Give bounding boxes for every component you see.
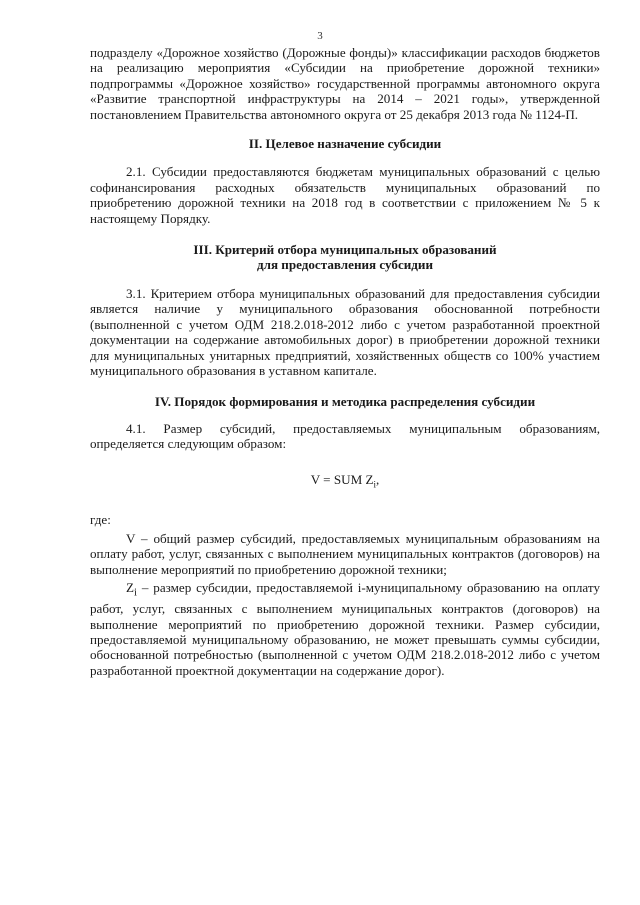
- formula-main: V = SUM Z: [310, 471, 374, 487]
- variable-v-definition: V – общий размер субсидий, предоставляемых муниципальным образованиям на оплату работ, услуг, связанных с выполнением муниципальных контрактов (договоров) на выполнение мероприятий по приобретению дорожной техники;: [90, 530, 600, 577]
- formula-subscript: i: [373, 479, 377, 490]
- section-4-heading: IV. Порядок формирования и методика распределения субсидии: [154, 394, 536, 410]
- section-4-paragraph: 4.1. Размер субсидий, предоставляемых муниципальным образованиям, определяется следующим образом:: [90, 420, 600, 452]
- variable-zi-subscript: i: [134, 586, 138, 599]
- section-3-heading: [90, 242, 600, 273]
- document-body: [90, 45, 600, 678]
- where-label: где:: [90, 511, 111, 527]
- variable-zi-text: – размер субсидии, предоставляемой i-муниципальному образованию на оплату работ, услуг, связанных с выполнением муниципальных контрактов (договоров) на выполнение мероприятий по приобретению дорожной техники. Размер субсидии, предоставляемой муниципальному образованию, не может превышать суммы субсидии, обоснованной потребностью (выполненной с учетом ОДМ 218.2.018-2012 либо с учетом разработанной проектной документации на содержание дорог).: [90, 580, 600, 678]
- intro-paragraph: подразделу «Дорожное хозяйство (Дорожные фонды)» классификации расходов бюджетов на реализацию мероприятия «Субсидии на приобретение дорожной техники» подпрограммы «Дорожное хозяйство» государственной программы автономного округа «Развитие транспортной инфраструктуры на 2014 – 2021 годы», утвержденной постановлением Правительства автономного округа от 25 декабря 2013 года № 1124-П.: [90, 45, 600, 122]
- variable-zi-definition: [90, 580, 600, 678]
- variable-zi-symbol: Z: [126, 580, 134, 596]
- section-3-heading-line-1: III. Критерий отбора муниципальных образований: [193, 242, 497, 258]
- section-3-heading-line-2: для предоставления субсидии: [256, 257, 434, 273]
- section-3-paragraph: 3.1. Критерием отбора муниципальных образований для предоставления субсидии является наличие у муниципального образования обоснованной потребности (выполненной с учетом ОДМ 218.2.018-2012 либо с учетом разработанной проектной документации на содержание автомобильных дорог) в приобретении дорожной техники для муниципальных унитарных предприятий, хозяйственных обществ со 100% участием муниципального образования в уставном капитале.: [90, 285, 600, 378]
- section-2-heading: II. Целевое назначение субсидии: [248, 136, 442, 152]
- page-number: 3: [317, 30, 323, 42]
- formula: [90, 472, 600, 493]
- section-2-paragraph: 2.1. Субсидии предоставляются бюджетам муниципальных образований с целью софинансирования расходных обязательств муниципальных образований по приобретению дорожной техники на 2018 год в соответствии с приложением № 5 к настоящему Порядку.: [90, 164, 600, 226]
- formula-end: ,: [376, 471, 380, 487]
